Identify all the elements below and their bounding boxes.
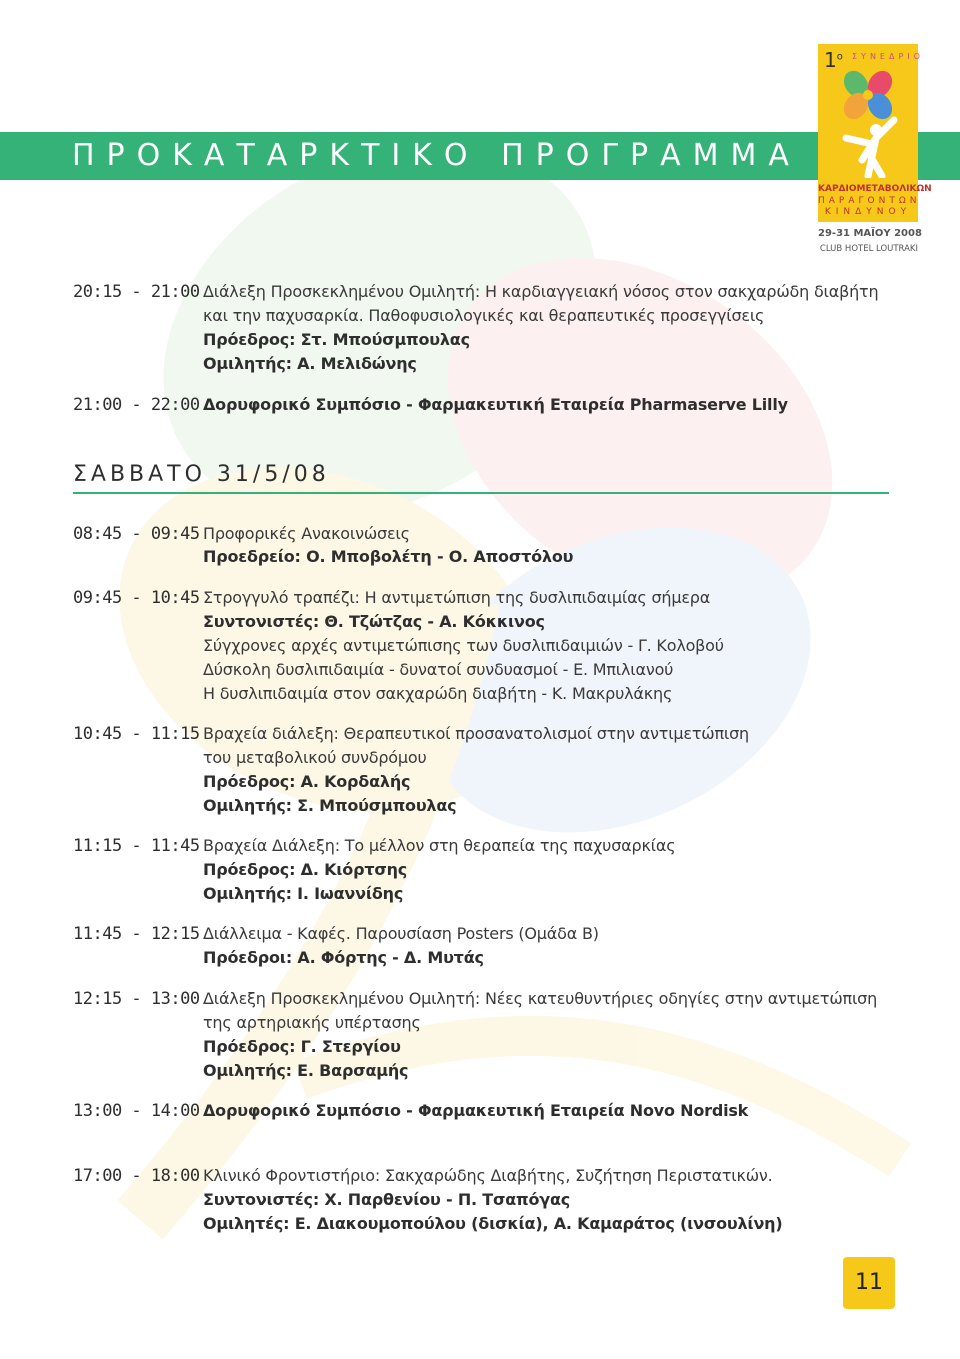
session-line: Η δυσλιπιδαιμία στον σακχαρώδη διαβήτη - Κ. Μακρυλάκης: [203, 684, 673, 703]
session-time: 20:15 - 21:00: [73, 282, 200, 302]
session-time: 10:45 - 11:15: [73, 724, 200, 744]
logo-line-3: ΚΙΝΔΥΝΟΥ: [824, 207, 912, 217]
session-time: 11:45 - 12:15: [73, 924, 200, 944]
session-line: Βραχεία Διάλεξη: Το μέλλον στη θεραπεία της παχυσαρκίας: [203, 836, 676, 855]
session-time: 21:00 - 22:00: [73, 395, 200, 415]
session-time: 17:00 - 18:00: [73, 1166, 200, 1186]
session-line: του μεταβολικού συνδρόμου: [203, 748, 427, 767]
session-speaker: Ομιλητής: Α. Μελιδώνης: [203, 354, 417, 373]
session-chair: Πρόεδροι: Α. Φόρτης - Δ. Μυτάς: [203, 948, 484, 967]
congress-venue: CLUB HOTEL LOUTRAKI: [819, 244, 918, 254]
clover-figure-icon: [832, 68, 904, 178]
logo-line-2: ΠΑΡΑΓΟΝΤΩΝ: [818, 196, 921, 206]
session-line: Βραχεία διάλεξη: Θεραπευτικοί προσανατολισμοί στην αντιμετώπιση: [203, 724, 749, 743]
session-speaker: Ομιλητής: Ε. Βαρσαμής: [203, 1061, 409, 1080]
session-speaker: Ομιλητές: Ε. Διακουμοπούλου (δισκία), Α. Καμαράτος (ινσουλίνη): [203, 1214, 783, 1233]
logo-word: ΣΥΝΕΔΡΙΟ: [852, 52, 924, 61]
session-chair: Συντονιστές: Χ. Παρθενίου - Π. Τσαπόγας: [203, 1190, 571, 1209]
session-line: Προφορικές Ανακοινώσεις: [203, 524, 410, 543]
session-line: Διάλεξη Προσκεκλημένου Ομιλητή: Νέες κατευθυντήριες οδηγίες στην αντιμετώπιση: [203, 989, 878, 1008]
congress-dates: 29-31 ΜΑΪΟΥ 2008: [818, 228, 922, 239]
session-line: Στρογγυλό τραπέζι: Η αντιμετώπιση της δυσλιπιδαιμίας σήμερα: [203, 588, 711, 607]
session-time: 11:15 - 11:45: [73, 836, 200, 856]
session-line: Δορυφορικό Συμπόσιο - Φαρμακευτική Εταιρεία Pharmaserve Lilly: [203, 395, 788, 414]
session-speaker: Ομιλητής: Ι. Ιωαννίδης: [203, 884, 404, 903]
session-line: της αρτηριακής υπέρτασης: [203, 1013, 421, 1032]
session-chair: Πρόεδρος: Γ. Στεργίου: [203, 1037, 401, 1056]
session-line: Διάλεξη Προσκεκλημένου Ομιλητή: Η καρδιαγγειακή νόσος στον σακχαρώδη διαβήτη: [203, 282, 879, 301]
session-chair: Πρόεδρος: Δ. Κιόρτσης: [203, 860, 408, 879]
day-heading: ΣΑΒΒΑΤΟ 31/5/08: [73, 462, 330, 487]
session-time: 13:00 - 14:00: [73, 1101, 200, 1121]
session-speaker: Ομιλητής: Σ. Μπούσμπουλας: [203, 796, 457, 815]
session-line: Δύσκολη δυσλιπιδαιμία - δυνατοί συνδυασμοί - Ε. Μπιλιανού: [203, 660, 674, 679]
session-time: 09:45 - 10:45: [73, 588, 200, 608]
session-line: Διάλλειμα - Καφές. Παρουσίαση Posters (Ομάδα Β): [203, 924, 599, 943]
session-chair: Συντονιστές: Θ. Τζώτζας - Α. Κόκκινος: [203, 612, 545, 631]
congress-logo: [818, 44, 932, 222]
session-time: 12:15 - 13:00: [73, 989, 200, 1009]
page-number: 11: [843, 1257, 895, 1309]
session-line: και την παχυσαρκία. Παθοφυσιολογικές και θεραπευτικές προσεγγίσεις: [203, 306, 765, 325]
session-time: 08:45 - 09:45: [73, 524, 200, 544]
day-divider: [73, 492, 889, 494]
logo-ordinal: $1^o$: [824, 48, 843, 72]
session-chair: Πρόεδρος: Α. Κορδαλής: [203, 772, 411, 791]
session-line: Σύγχρονες αρχές αντιμετώπισης των δυσλιπιδαιμιών - Γ. Κολοβού: [203, 636, 724, 655]
session-chair: Πρόεδρος: Στ. Μπούσμπουλας: [203, 330, 470, 349]
session-chair: Προεδρείο: Ο. Μποβολέτη - Ο. Αποστόλου: [203, 547, 574, 566]
session-line: Κλινικό Φροντιστήριο: Σακχαρώδης Διαβήτης, Συζήτηση Περιστατικών.: [203, 1166, 773, 1185]
logo-line-1: ΚΑΡΔΙΟΜΕΤΑΒΟΛΙΚΩΝ: [818, 184, 932, 194]
page-title: ΠΡΟΚΑΤΑΡΚΤΙΚΟ ΠΡΟΓΡΑΜΜΑ: [72, 138, 801, 173]
session-line: Δορυφορικό Συμπόσιο - Φαρμακευτική Εταιρεία Novo Nordisk: [203, 1101, 749, 1120]
